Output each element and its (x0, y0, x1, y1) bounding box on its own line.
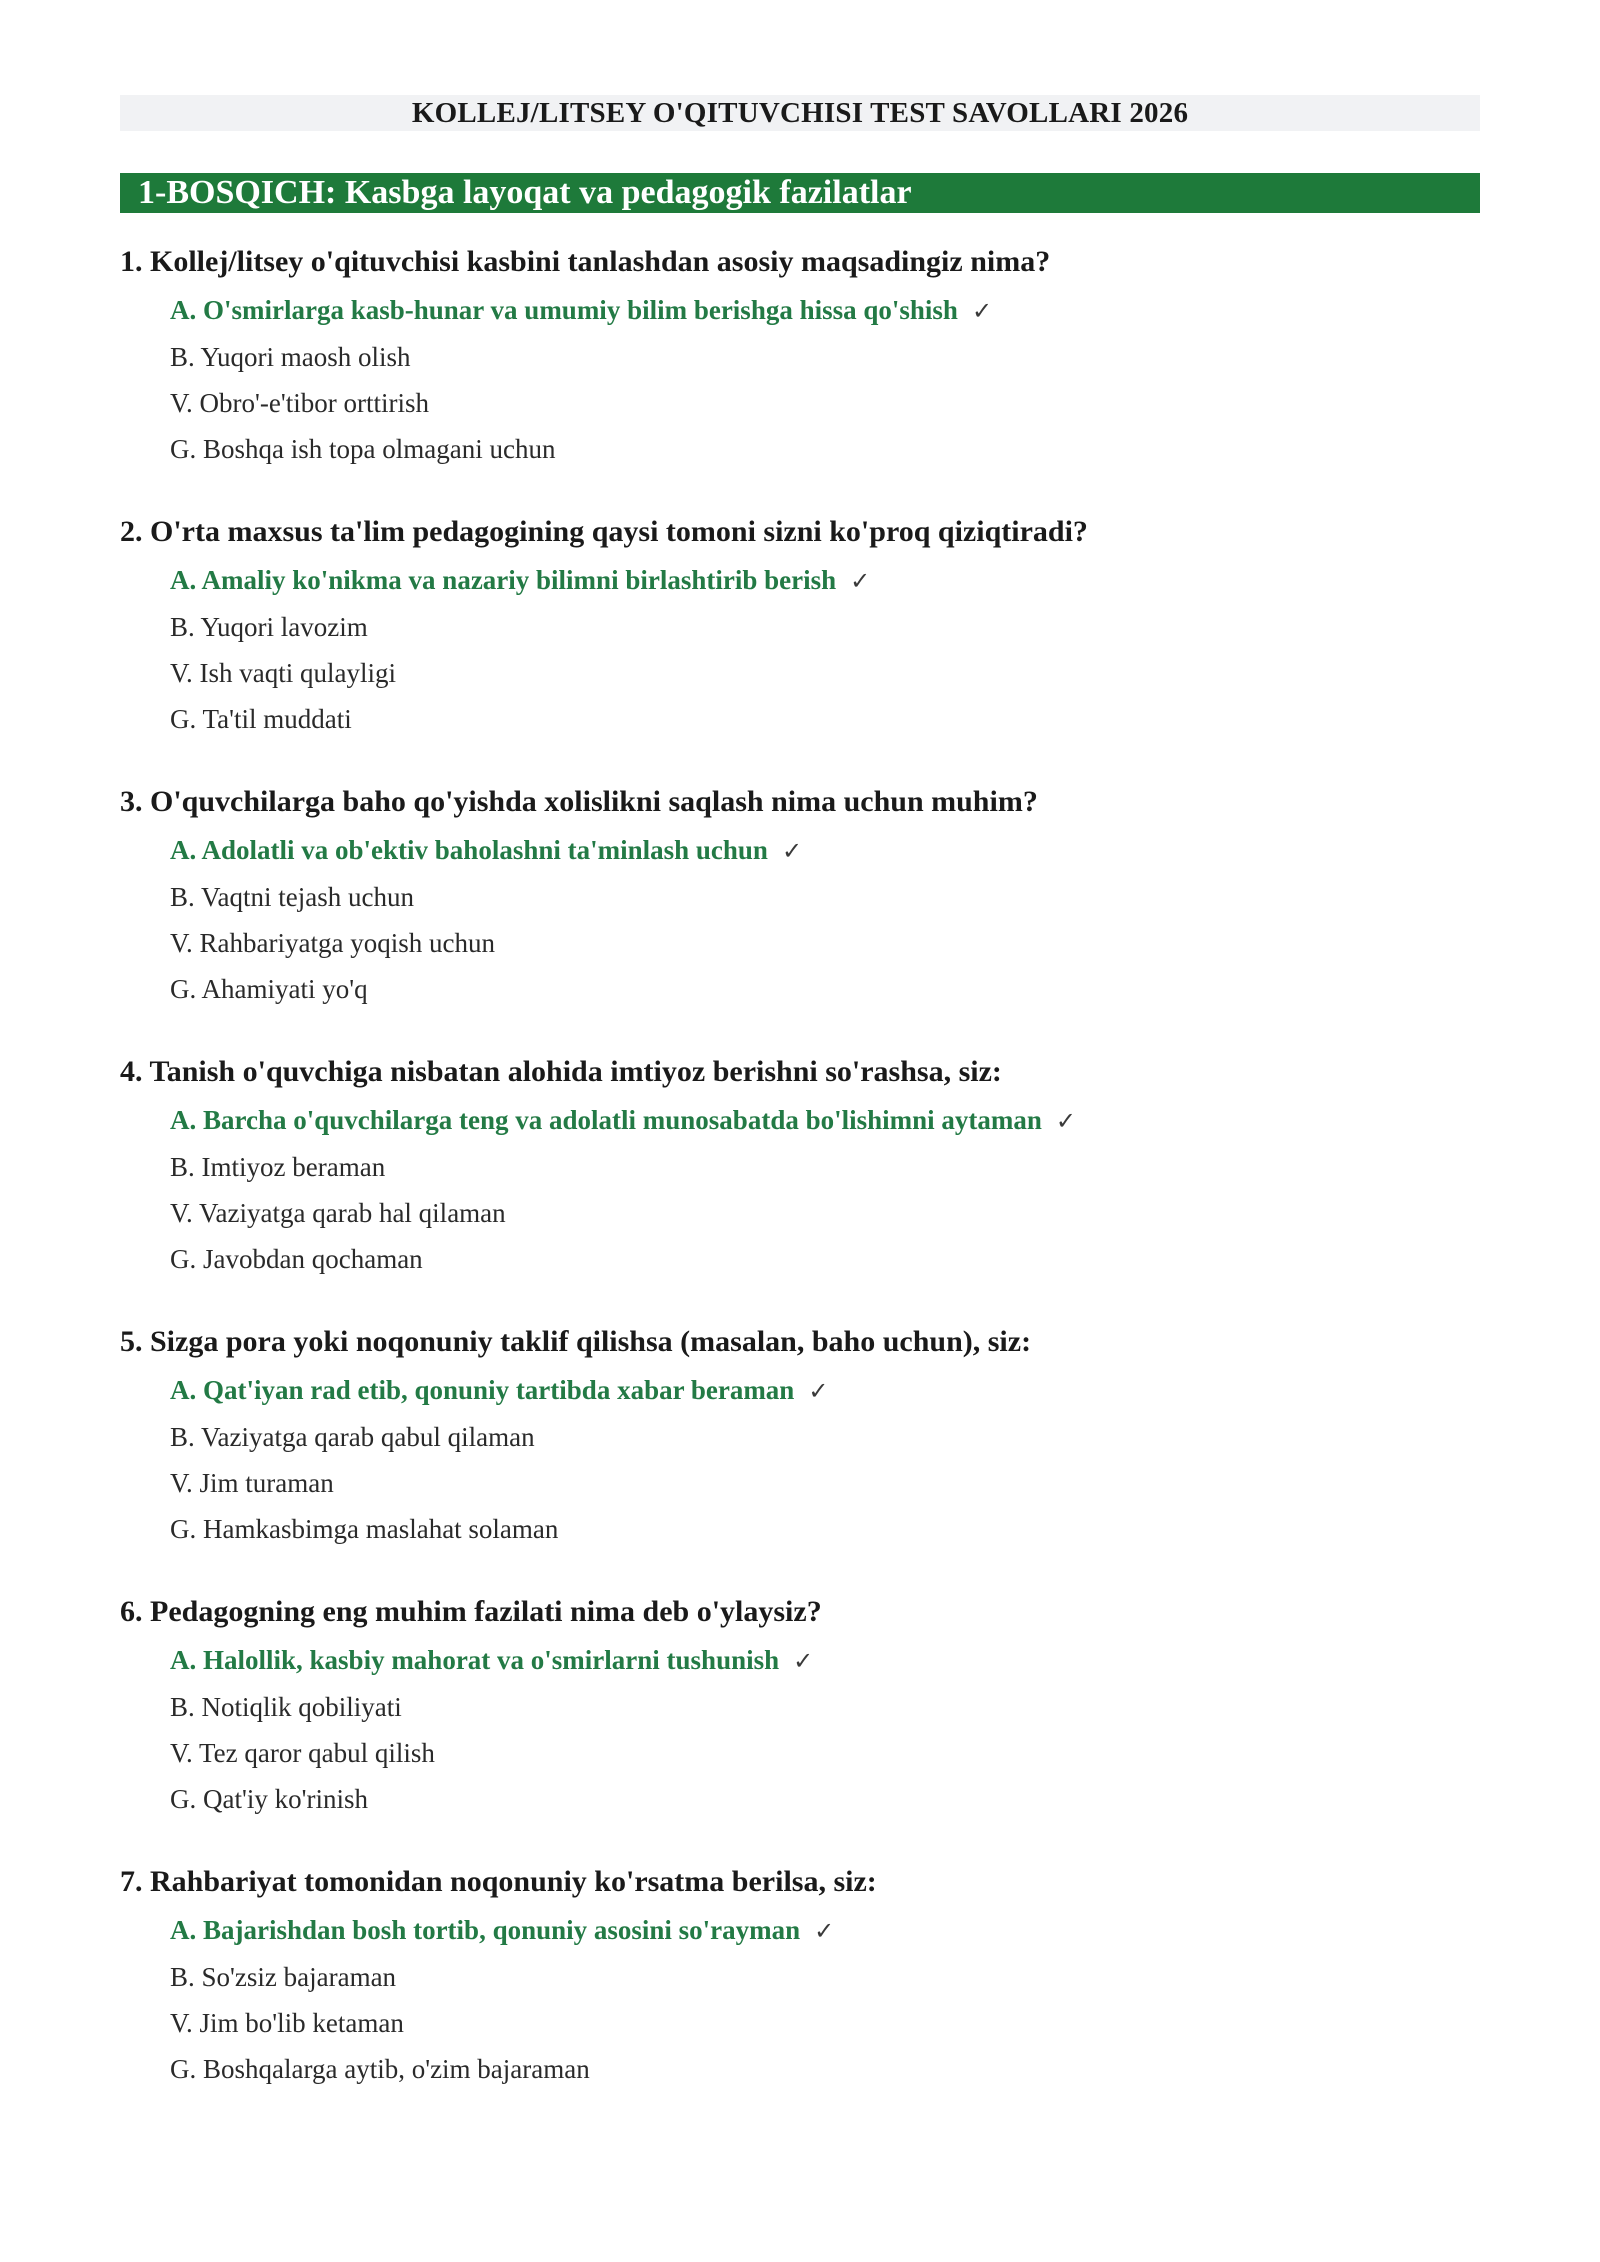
option-letter: V. (170, 658, 193, 688)
question-block (120, 1317, 1480, 1587)
answer-option (170, 2046, 1480, 2092)
answer-option (170, 1776, 1480, 1822)
option-letter: G. (170, 1784, 197, 1814)
option-text: Yuqori lavozim (200, 612, 368, 642)
option-text: Jim turaman (199, 1468, 334, 1498)
answer-option-correct (170, 287, 1480, 334)
option-letter: A. (170, 565, 197, 595)
option-text: Obro'-e'tibor orttirish (199, 388, 429, 418)
question-number: 4. (120, 1055, 143, 1088)
question-number: 5. (120, 1325, 143, 1358)
question-text (120, 777, 1480, 827)
answer-option (170, 334, 1480, 380)
option-letter: G. (170, 974, 197, 1004)
question-number: 6. (120, 1595, 143, 1628)
answer-option (170, 380, 1480, 426)
option-letter: V. (170, 2008, 193, 2038)
option-text: Vaqtni tejash uchun (201, 882, 414, 912)
option-text: Vaziyatga qarab qabul qilaman (201, 1422, 535, 1452)
option-letter: A. (170, 1915, 197, 1945)
option-letter: G. (170, 1244, 197, 1274)
question-label: Sizga pora yoki noqonuniy taklif qilishsa (masalan, baho uchun), siz: (150, 1325, 1032, 1358)
check-icon: ✓ (781, 837, 803, 865)
answer-options (120, 1907, 1480, 2092)
document-title: KOLLEJ/LITSEY O'QITUVCHISI TEST SAVOLLARI 2026 (120, 95, 1480, 131)
answer-option (170, 1144, 1480, 1190)
option-letter: A. (170, 835, 197, 865)
option-text: Barcha o'quvchilarga teng va adolatli munosabatda bo'lishimni aytaman (203, 1105, 1042, 1135)
option-text: Javobdan qochaman (203, 1244, 423, 1274)
option-letter: B. (170, 1962, 195, 1992)
option-text: O'smirlarga kasb-hunar va umumiy bilim berishga hissa qo'shish (203, 295, 958, 325)
option-letter: G. (170, 1514, 197, 1544)
question-number: 3. (120, 785, 143, 818)
option-text: Qat'iyan rad etib, qonuniy tartibda xabar beraman (203, 1375, 795, 1405)
check-icon: ✓ (971, 297, 993, 325)
question-block (120, 1587, 1480, 1857)
answer-option (170, 1506, 1480, 1552)
option-text: Vaziyatga qarab hal qilaman (199, 1198, 506, 1228)
check-icon: ✓ (1055, 1107, 1076, 1135)
question-label: Rahbariyat tomonidan noqonuniy ko'rsatma berilsa, siz: (150, 1865, 877, 1898)
question-text (120, 1047, 1480, 1097)
option-text: Rahbariyatga yoqish uchun (199, 928, 495, 958)
option-text: Hamkasbimga maslahat solaman (203, 1514, 559, 1544)
answer-option-correct (170, 557, 1480, 604)
check-icon: ✓ (850, 567, 871, 595)
answer-option-correct (170, 827, 1480, 874)
answer-option (170, 696, 1480, 742)
answer-options (120, 1097, 1480, 1282)
question-text (120, 507, 1480, 557)
answer-option (170, 874, 1480, 920)
question-text (120, 1857, 1480, 1907)
question-label: O'quvchilarga baho qo'yishda xolislikni saqlash nima uchun muhim? (150, 785, 1038, 818)
answer-option (170, 650, 1480, 696)
check-icon: ✓ (808, 1377, 829, 1405)
question-number: 1. (120, 245, 143, 278)
answer-options (120, 287, 1480, 472)
option-letter: A. (170, 295, 197, 325)
check-icon: ✓ (814, 1917, 835, 1945)
option-text: Halollik, kasbiy mahorat va o'smirlarni tushunish (203, 1645, 780, 1675)
answer-option (170, 426, 1480, 472)
question-text (120, 1587, 1480, 1637)
question-block (120, 1857, 1480, 2127)
section-header: 1-BOSQICH: Kasbga layoqat va pedagogik fazilatlar (120, 173, 1480, 213)
question-number: 2. (120, 515, 143, 548)
option-text: Notiqlik qobiliyati (201, 1692, 402, 1722)
answer-option (170, 1236, 1480, 1282)
answer-options (120, 827, 1480, 1012)
answer-option (170, 1954, 1480, 2000)
question-text (120, 237, 1480, 287)
question-block (120, 237, 1480, 507)
option-text: Adolatli va ob'ektiv baholashni ta'minlash uchun (201, 835, 768, 865)
question-label: O'rta maxsus ta'lim pedagogining qaysi tomoni sizni ko'proq qiziqtiradi? (150, 515, 1088, 548)
option-letter: B. (170, 1152, 195, 1182)
question-label: Pedagogning eng muhim fazilati nima deb o'ylaysiz? (150, 1595, 822, 1628)
check-icon: ✓ (793, 1647, 814, 1675)
option-text: So'zsiz bajaraman (201, 1962, 397, 1992)
document-page (120, 95, 1480, 2127)
answer-option (170, 1684, 1480, 1730)
option-text: Tez qaror qabul qilish (199, 1738, 435, 1768)
option-letter: B. (170, 342, 195, 372)
option-text: Ahamiyati yo'q (201, 974, 368, 1004)
option-letter: A. (170, 1645, 197, 1675)
option-letter: V. (170, 388, 193, 418)
option-letter: B. (170, 612, 195, 642)
answer-option-correct (170, 1367, 1480, 1414)
answer-option (170, 1190, 1480, 1236)
option-letter: G. (170, 704, 197, 734)
answer-option (170, 604, 1480, 650)
answer-option-correct (170, 1637, 1480, 1684)
answer-options (120, 557, 1480, 742)
question-label: Kollej/litsey o'qituvchisi kasbini tanlashdan asosiy maqsadingiz nima? (150, 245, 1051, 278)
option-text: Boshqalarga aytib, o'zim bajaraman (203, 2054, 590, 2084)
answer-option (170, 1460, 1480, 1506)
answer-option (170, 2000, 1480, 2046)
answer-option (170, 966, 1480, 1012)
answer-options (120, 1367, 1480, 1552)
option-text: Qat'iy ko'rinish (203, 1784, 368, 1814)
option-text: Ish vaqti qulayligi (199, 658, 397, 688)
option-letter: V. (170, 928, 193, 958)
option-letter: V. (170, 1198, 193, 1228)
option-text: Yuqori maosh olish (200, 342, 411, 372)
option-letter: G. (170, 2054, 197, 2084)
option-letter: V. (170, 1468, 193, 1498)
answer-option-correct (170, 1097, 1480, 1144)
question-label: Tanish o'quvchiga nisbatan alohida imtiyoz berishni so'rashsa, siz: (149, 1055, 1002, 1088)
option-letter: B. (170, 882, 195, 912)
question-block (120, 1047, 1480, 1317)
question-block (120, 507, 1480, 777)
answer-option (170, 920, 1480, 966)
answer-option-correct (170, 1907, 1480, 1954)
answer-option (170, 1414, 1480, 1460)
option-letter: B. (170, 1422, 195, 1452)
option-text: Amaliy ko'nikma va nazariy bilimni birlashtirib berish (201, 565, 837, 595)
option-letter: A. (170, 1375, 197, 1405)
option-text: Jim bo'lib ketaman (199, 2008, 404, 2038)
question-list (120, 237, 1480, 2127)
option-letter: A. (170, 1105, 197, 1135)
question-block (120, 777, 1480, 1047)
question-number: 7. (120, 1865, 143, 1898)
question-text (120, 1317, 1480, 1367)
answer-options (120, 1637, 1480, 1822)
option-letter: B. (170, 1692, 195, 1722)
option-text: Ta'til muddati (202, 704, 352, 734)
answer-option (170, 1730, 1480, 1776)
option-letter: G. (170, 434, 197, 464)
option-text: Imtiyoz beraman (201, 1152, 386, 1182)
option-text: Boshqa ish topa olmagani uchun (203, 434, 556, 464)
option-text: Bajarishdan bosh tortib, qonuniy asosini so'rayman (203, 1915, 801, 1945)
option-letter: V. (170, 1738, 193, 1768)
